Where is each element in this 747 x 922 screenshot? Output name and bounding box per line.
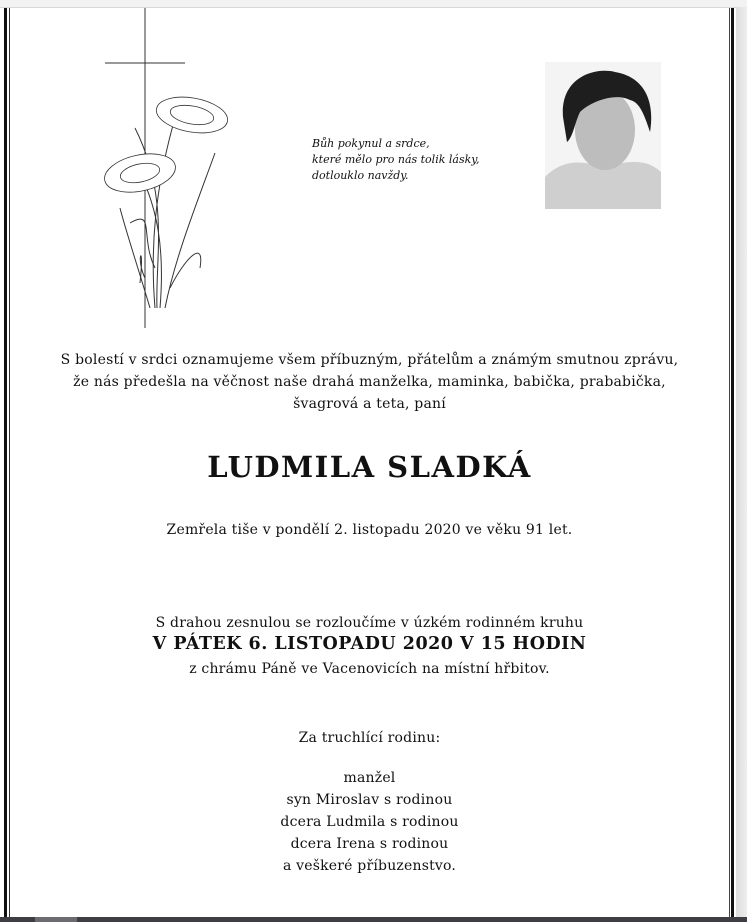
verse	[312, 136, 480, 184]
horizontal-scrollbar[interactable]	[0, 917, 747, 922]
mourner: dcera Ludmila s rodinou	[280, 814, 459, 830]
verse-line: dotlouklo navždy.	[312, 169, 409, 182]
mourner: a veškeré příbuzenstvo.	[282, 858, 457, 874]
intro-text	[10, 349, 729, 415]
farewell-intro: S drahou zesnulou se rozloučíme v úzkém rodinném kruhu	[155, 615, 584, 631]
cross-flowers-illustration	[95, 8, 235, 333]
death-notice: Zemřela tiše v pondělí 2. listopadu 2020 ve věku 91 let.	[166, 522, 573, 538]
farewell-place: z chrámu Páně ve Vacenovicích na místní hřbitov.	[189, 661, 550, 677]
mourner: dcera Irena s rodinou	[290, 836, 449, 852]
mourners-list	[10, 767, 729, 877]
intro-line: že nás předešla na věčnost naše drahá manželka, maminka, babička, prababička,	[73, 374, 666, 390]
farewell-time: V PÁTEK 6. LISTOPADU 2020 V 15 HODIN	[152, 634, 587, 654]
deceased-name: LUDMILA SLADKÁ	[207, 450, 532, 484]
scrollbar-thumb[interactable]	[35, 917, 77, 922]
verse-line: které mělo pro nás tolik lásky,	[312, 153, 480, 166]
intro-line: švagrová a teta, paní	[293, 396, 446, 412]
portrait-photo	[545, 62, 661, 209]
mourner: manžel	[343, 770, 396, 786]
page-border-right	[731, 8, 734, 917]
mourners-title: Za truchlící rodinu:	[298, 730, 441, 746]
page-border-right-inner	[729, 8, 730, 917]
mourner: syn Miroslav s rodinou	[286, 792, 453, 808]
intro-line: S bolestí v srdci oznamujeme všem příbuzným, přátelům a známým smutnou zprávu,	[60, 352, 679, 368]
vertical-scrollbar[interactable]	[736, 7, 747, 917]
top-toolbar	[0, 0, 747, 8]
verse-line: Bůh pokynul a srdce,	[312, 137, 430, 150]
page-border-left	[4, 8, 7, 917]
